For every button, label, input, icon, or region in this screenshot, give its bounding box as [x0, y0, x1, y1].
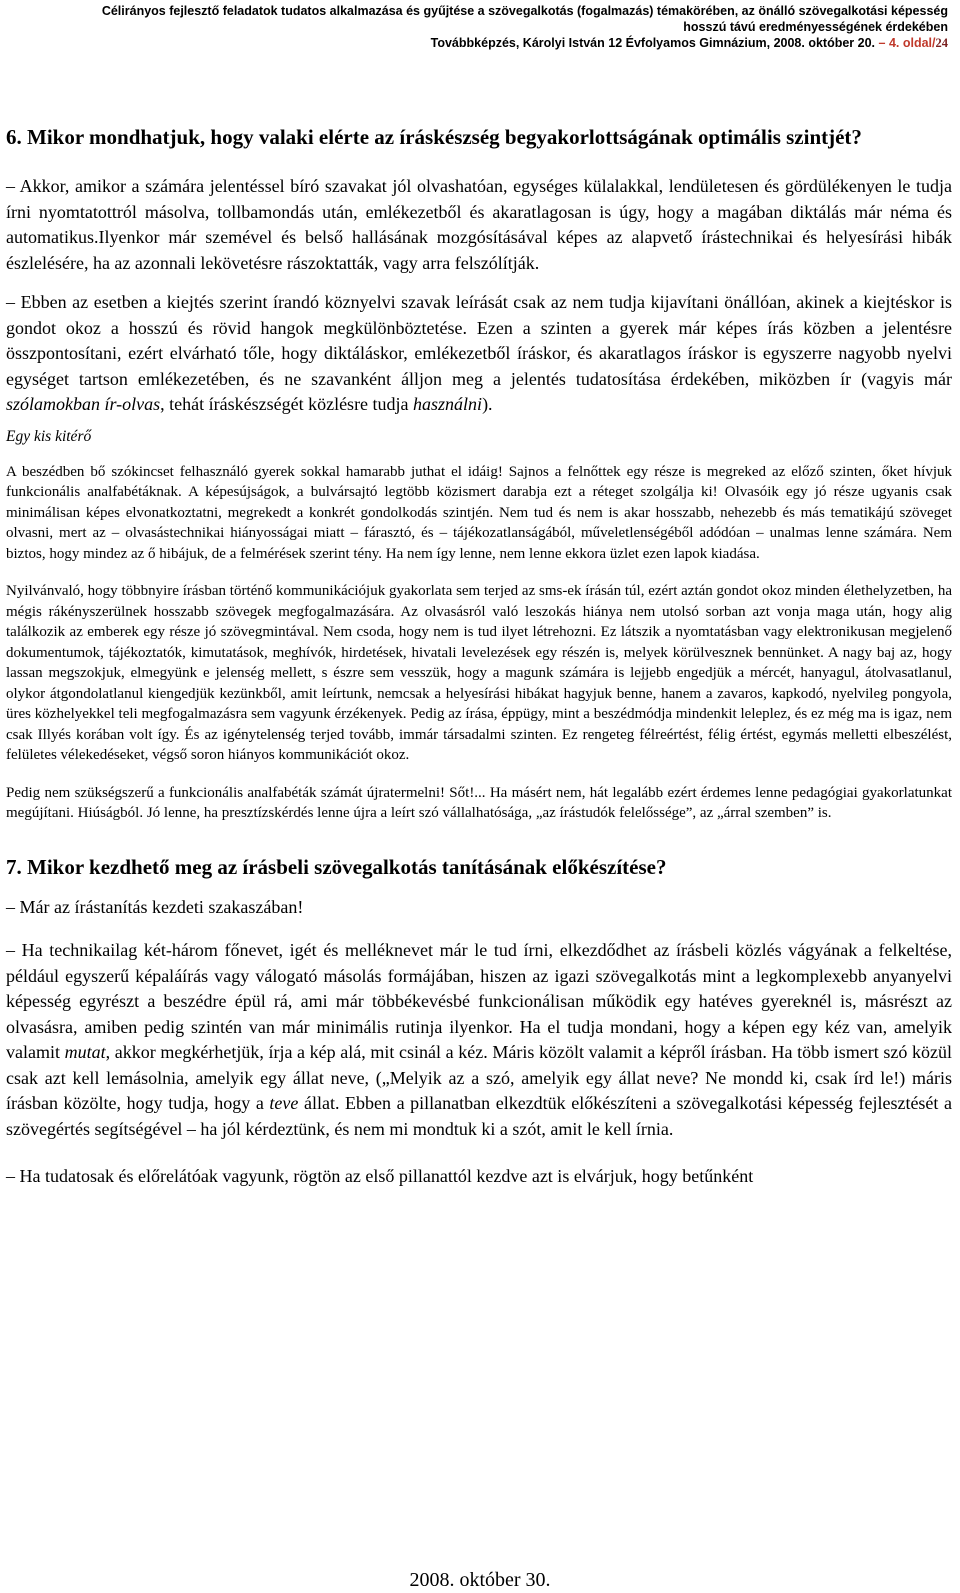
section6-paragraph-2	[6, 290, 952, 418]
s7-italic-2: teve	[269, 1093, 299, 1113]
question-7-heading: 7. Mikor kezdhető meg az írásbeli szövegalkotás tanításának előkészítése?	[6, 854, 667, 879]
s7-text-b: , akkor megkérhetjük, írja a kép alá, mit csinál a kéz. Máris közölt valamit a képről írásban. Ha több ismert szó közül csak azt kell lemásolnia, amelyik egy állat neve, („Melyik az a szó, amelyik egy állat neve? Ne mondd ki, csak írd le!) máris írásban közölte, hogy tudja, hogy a	[6, 1042, 952, 1113]
p2-italic-2: használni	[413, 394, 483, 414]
aside-paragraph-3: Pedig nem szükségszerű a funkcionális analfabéták számát újratermelni! Sőt!... Ha másért nem, hát legalább ezért érdemes lenne pedagógiai gyakorlatunkat megújítani. Hiúságból. Jó lenne, ha presztízskérdés lenne újra a leírt szó vállalhatósága, „az írástudók felelőssége”, az „árral szemben” is.	[6, 784, 952, 821]
aside-paragraph-2: Nyilvánvaló, hogy többnyire írásban történő kommunikációjuk gyakorlata sem terjed az sms-ek írásán túl, ezért aztán gondot okoz minden élethelyzetben, ha mégis rákényszerülnek hosszabb szövegek megfogalmazására. Az olvasásról való leszokás hiánya nem utolsó sorban azt vonja maga után, hogy alig találkozik az emberek egy része jó szövegmintával. Nem csoda, hogy nem is tud ilyet létrehozni. Ez látszik a nyomtatásban vagy elektronikusan megjelenő dokumentumok, tájékoztatók, kimutatások, meghívók, hirdetések, hivatali levelezések egy részén is, melyek körülvesznek bennünket. A nagy baj az, hogy lassan megszokjuk, elmegyünk e jelenség mellett, s észre sem vesszük, hogy a magunk számára is lejjebb engedjük a mércét, hanyagul, átolvasatlanul, olykor átgondolatlanul kiengedjük kezünkből, amit leírtunk, nemcsak a helyesírási hibákat hagyjuk benne, hanem a zavaros, kapkodó, nyelvileg pongyola, üres közhelyekkel teli megfogalmazásra sem vagyunk érzékenyek. Pedig az írása, éppügy, mint a beszédmódja mindenkit leleplez, és ez még ma is igaz, nem csak Illyés korában volt így. És az igénytelenség terjed tovább, immár társadalmi szinten. Ez rengeteg félreértést, félig értést, egymás melletti elbeszélést, felületes vélekedéseket, végső soron hiányos kommunikációt okoz.	[6, 583, 952, 763]
s7-text-a: – Ha technikailag két-három főnevet, igét és melléknevet már le tud írni, elkezdődhet az írásbeli közlés vágyának a felkeltése, például egyszerű képaláírás vagy válogató másolás formájában, hiszen az igazi szövegalkotás mint a legkomplexebb anyanyelvi képesség egyrészt a beszédre épül rá, ami már többékevésbé funkcionálisan működik egy hatéves gyereknél is, másrészt az olvasásra, amiben pedig szintén van már minimális rutinja ilyenkor. Ha el tudja mondani, hogy a képen egy kéz van, amelyik valamit	[6, 940, 952, 1062]
question-6-heading: 6. Mikor mondhatjuk, hogy valaki elérte az íráskészség begyakorlottságának optimális szintjét?	[6, 125, 862, 149]
p2-text-b: , tehát íráskészségét közlésre tudja	[160, 394, 414, 414]
section6-paragraph-1: – Akkor, amikor a számára jelentéssel bíró szavakat jól olvashatóan, egységes külalakkal, lendületesen és gördülékenyen le tudja írni nyomtatottról másolva, tollbamondás után, emlékezetből és akaratlagosan is úgy, hogy a magában diktálás már néma és automatikus.Ilyenkor már szemével és belső hallásának mozgósításával képes az alapvető írástechnikai és helyesírási hibák észlelésére, ha az azonnali lekövetésre rászoktatták, vagy arra felszólítják.	[6, 176, 952, 273]
page-footer-date: 2008. október 30.	[409, 1569, 551, 1591]
aside-title: Egy kis kitérő	[6, 427, 92, 445]
p2-text-a: – Ebben az esetben a kiejtés szerint írandó köznyelvi szavak leírását csak az nem tudja kijavítani önállóan, akinek a kiejtéskor is gondot okoz a hosszú és rövid hangok megkülönböztetése. Ezen a szinten a gyerek már képes írás közben a jelentésre összpontosítani, ezért elvárható tőle, hogy diktáláskor, emlékezetből íráskor, és akaratlagos íráskor is egyszerre nagyobb nyelvi egységet tartson emlékezetében, és ne szavanként álljon meg a jelentés tudatosítása érdekében, miközben ír (vagyis már	[6, 292, 952, 389]
p2-italic-1: szólamokban ír-olvas	[6, 394, 161, 414]
header-dash: –	[878, 36, 886, 50]
header-info-line	[6, 35, 948, 51]
aside-paragraph-1: A beszédben bő szókincset felhasználó gyerek sokkal hamarabb juthat el idáig! Sajnos a felnőttek egy része is megreked az előző szinten, őket hívjuk funkcionális analfabétáknak. A képesújságok, a bulvársajtó legtöbb közismert darabja ezt a réteget szolgálja ki! Olvasóik egy jó része ugyanis csak minimálisan képes elvonatkoztatni, megrekedt a konkrét gondolkodás szintjén. Nem tud és nem is akar hosszabb, nehezebb és más tematikájú szöveget olvasni, mert az – olvasástechnikai hiányosságai miatt – fárasztó, és – tájékozatlanságából, műveletlenségéből adódóan – unalmas lenne számára. Nem biztos, hogy mindez az ő hibájuk, de a felmérések szerint tény. Ha nem így lenne, nem lenne ekkora üzlet ezen lapok kiadása.	[6, 463, 952, 562]
main-content	[6, 124, 952, 1190]
section7-answer: – Már az írástanítás kezdeti szakaszában!	[6, 896, 304, 917]
page-header	[6, 3, 948, 51]
header-title-line1: Célirányos fejlesztő feladatok tudatos alkalmazása és gyűjtése a szövegalkotás (fogalmazás) témakörében, az önálló szövegalkotási képesség	[101, 4, 948, 18]
s7-text-c: állat. Ebben a pillanatban elkezdtük előkészíteni a szövegalkotási képesség fejlesztését a szövegértés segítségével – ha jól kérdeztünk, és nem mi mondtuk ki a szót, amit le kell írnia.	[6, 1093, 952, 1139]
s7-italic-1: mutat	[64, 1042, 106, 1062]
header-event: Továbbképzés, Károlyi István 12 Évfolyamos Gimnázium, 2008. október 20.	[430, 36, 876, 50]
header-page-label: 4. oldal/	[888, 36, 936, 50]
header-page-total: 24	[935, 36, 948, 50]
section7-paragraph-1	[6, 938, 952, 1142]
section7-paragraph-2: – Ha tudatosak és előrelátóak vagyunk, rögtön az első pillanattól kezdve azt is elvárjuk, hogy betűnként	[6, 1166, 754, 1186]
header-title-line2: hosszú távú eredményességének érdekében	[683, 20, 948, 34]
p2-text-c: ).	[482, 394, 493, 414]
